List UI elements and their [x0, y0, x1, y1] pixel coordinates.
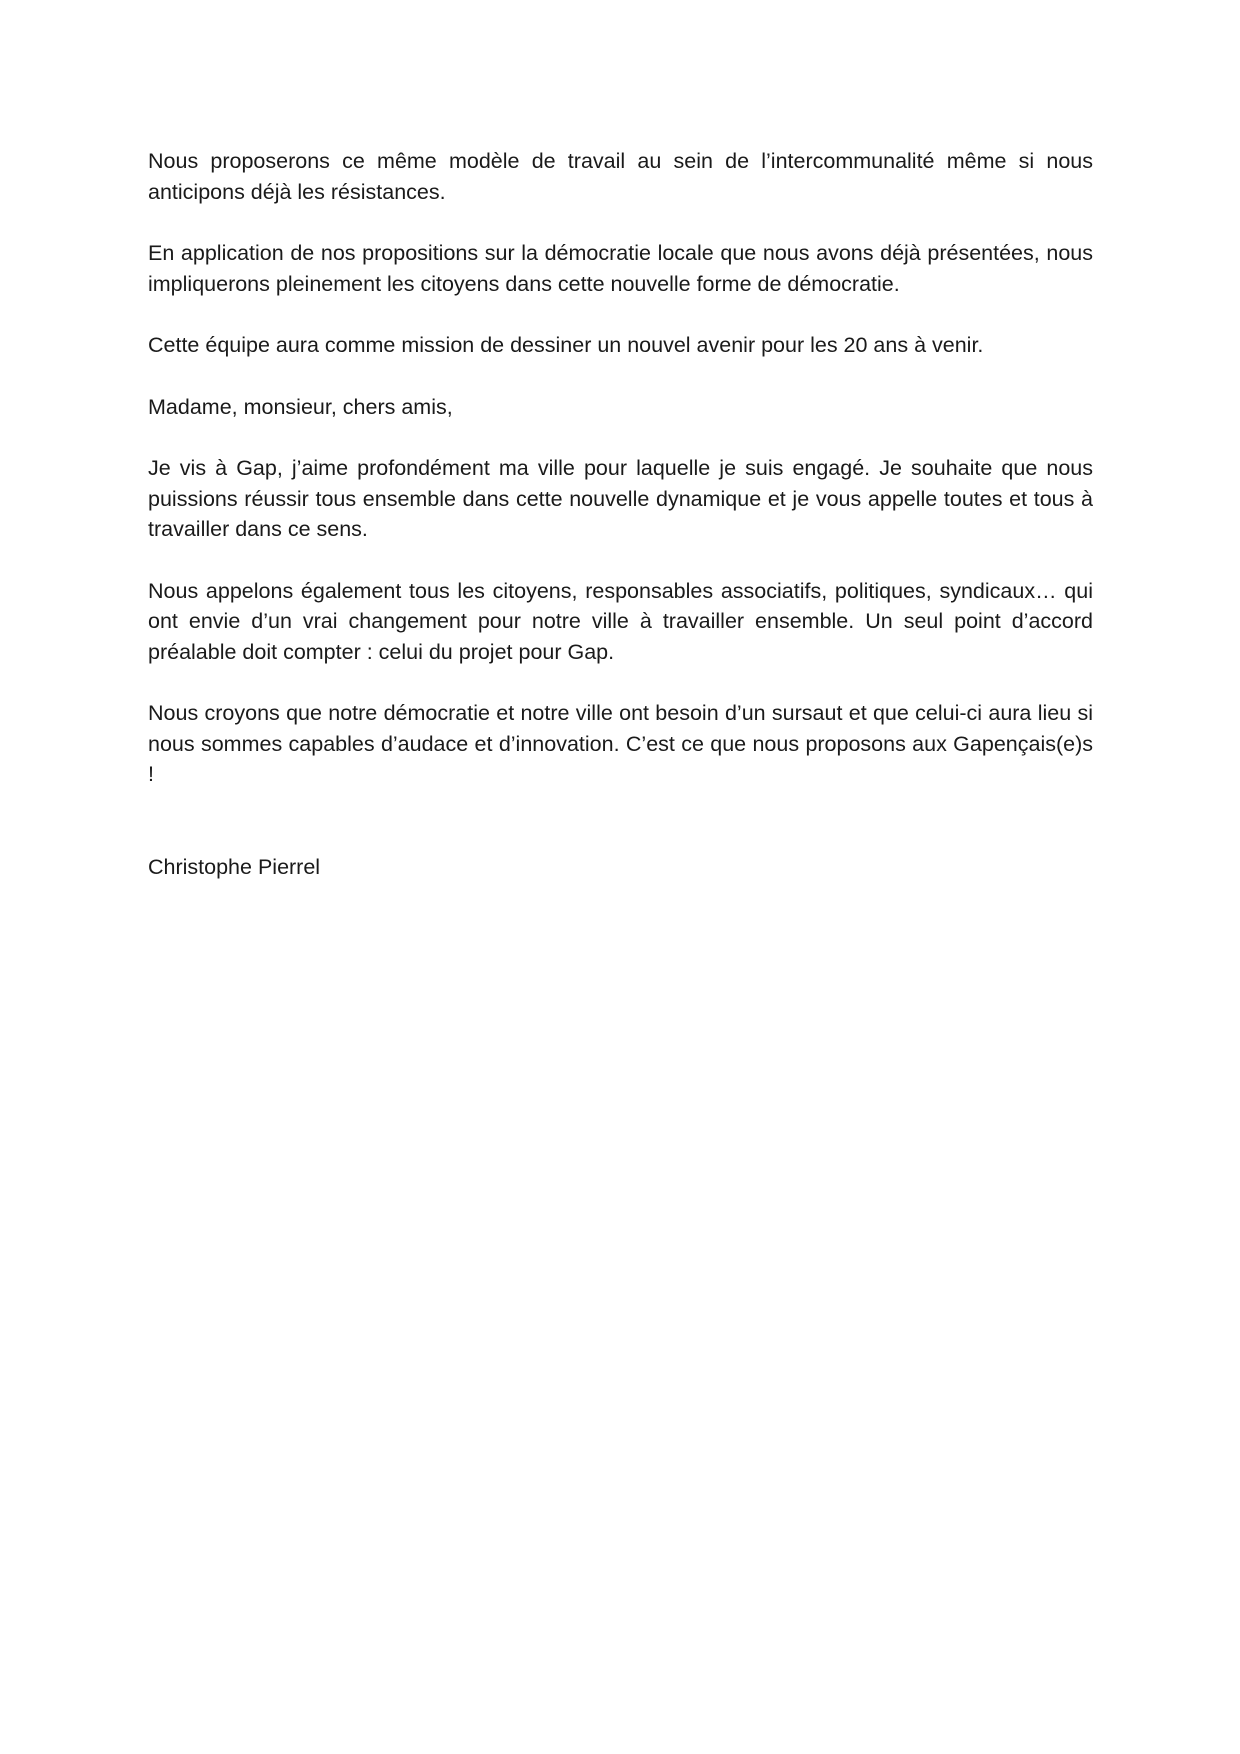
paragraph-intercommunalite: Nous proposerons ce même modèle de travail au sein de l’intercommunalité même si nous anticipons déjà les résistances. — [148, 149, 1093, 204]
paragraph-audace-innovation: Nous croyons que notre démocratie et notre ville ont besoin d’un sursaut et que celui-ci aura lieu si nous sommes capables d’audace et d’innovation. C’est ce que nous proposons aux Gapençais(e)s ! — [148, 701, 1093, 786]
letter-body — [148, 146, 1093, 904]
paragraph-gap-engagement: Je vis à Gap, j’aime profondément ma ville pour laquelle je suis engagé. Je souhaite que nous puissions réussir tous ensemble dans cette nouvelle dynamique et je vous appelle toutes et tous à travailler dans ce sens. — [148, 456, 1093, 541]
paragraph-democratie-locale: En application de nos propositions sur la démocratie locale que nous avons déjà présentées, nous impliquerons pleinement les citoyens dans cette nouvelle forme de démocratie. — [148, 241, 1093, 296]
paragraph-appel-citoyens: Nous appelons également tous les citoyens, responsables associatifs, politiques, syndicaux… qui ont envie d’un vrai changement pour notre ville à travailler ensemble. Un seul point d’accord préalable doit compter : celui du projet pour Gap. — [148, 578, 1093, 664]
paragraph-salutation: Madame, monsieur, chers amis, — [148, 394, 453, 419]
signature: Christophe Pierrel — [148, 854, 321, 879]
paragraph-equipe-mission: Cette équipe aura comme mission de dessiner un nouvel avenir pour les 20 ans à venir. — [148, 333, 984, 357]
